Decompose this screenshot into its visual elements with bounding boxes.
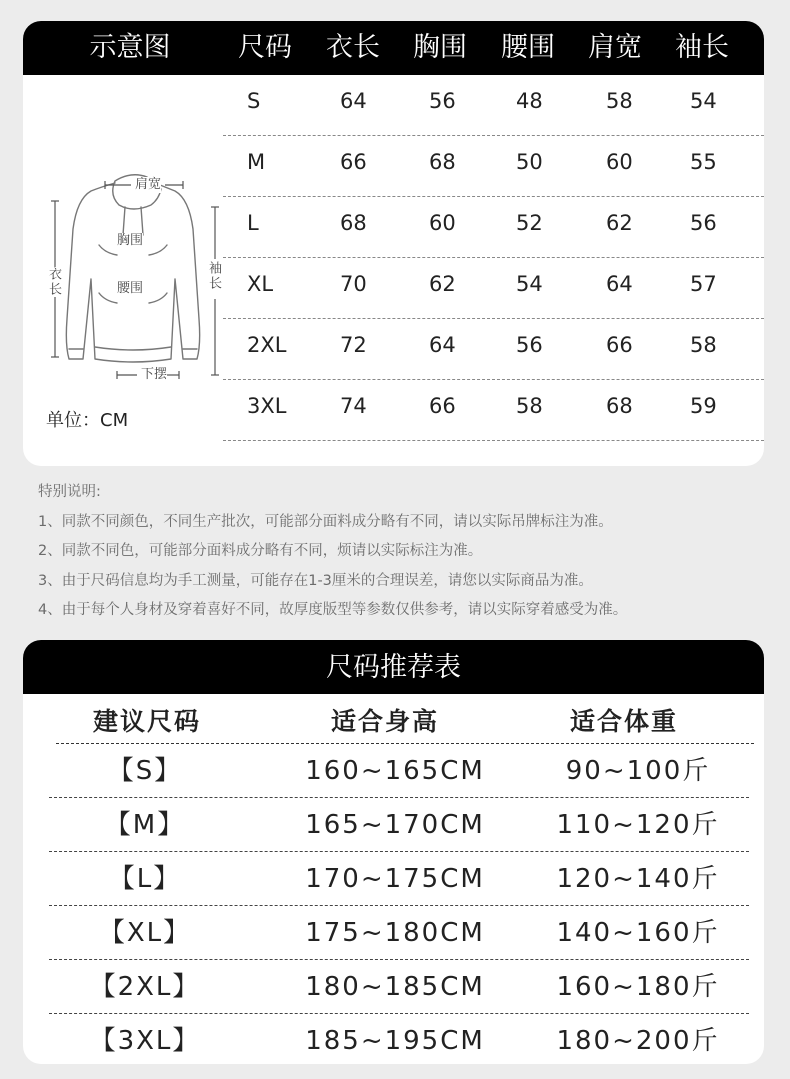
cell-length: 70 bbox=[340, 272, 367, 296]
recommend-row bbox=[23, 744, 764, 798]
cell-weight: 140~160斤 bbox=[556, 918, 720, 948]
cell-size: 【S】 bbox=[107, 756, 183, 786]
cell-chest: 64 bbox=[429, 333, 456, 357]
row-divider bbox=[223, 440, 764, 441]
cell-height: 170~175CM bbox=[305, 864, 485, 894]
cell-length: 64 bbox=[340, 89, 367, 113]
cell-size: 3XL bbox=[247, 394, 287, 418]
note-item: 2、同款不同色，可能部分面料成分略有不同，烦请以实际标注为准。 bbox=[38, 543, 483, 559]
cell-waist: 58 bbox=[516, 394, 543, 418]
note-item: 4、由于每个人身材及穿着喜好不同，故厚度版型等参数仅供参考，请以实际穿着感受为准。 bbox=[38, 602, 628, 618]
label-waist: 腰围 bbox=[117, 281, 144, 296]
cell-weight: 120~140斤 bbox=[556, 864, 720, 894]
header-shoulder: 肩宽 bbox=[588, 32, 642, 63]
size-row bbox=[223, 380, 764, 441]
cell-size: 【XL】 bbox=[98, 918, 192, 948]
recommendation-title: 尺码推荐表 bbox=[23, 640, 764, 694]
notes-title: 特别说明: bbox=[38, 484, 101, 500]
size-chart-card bbox=[23, 21, 764, 466]
recommend-row bbox=[23, 852, 764, 906]
size-row bbox=[223, 75, 764, 136]
cell-length: 68 bbox=[340, 211, 367, 235]
cell-sleeve: 56 bbox=[690, 211, 717, 235]
cell-waist: 50 bbox=[516, 150, 543, 174]
recommend-row bbox=[23, 1014, 764, 1064]
cell-size: XL bbox=[247, 272, 274, 296]
size-recommendation-card bbox=[23, 640, 764, 1064]
hoodie-outline-icon bbox=[43, 169, 223, 389]
cell-chest: 68 bbox=[429, 150, 456, 174]
cell-shoulder: 62 bbox=[606, 211, 633, 235]
header-height: 适合身高 bbox=[330, 707, 440, 736]
cell-size: L bbox=[247, 211, 259, 235]
label-sleeve: 袖长 bbox=[206, 261, 221, 291]
header-length: 衣长 bbox=[326, 32, 380, 63]
hoodie-diagram bbox=[43, 169, 223, 389]
label-chest: 胸围 bbox=[117, 233, 144, 248]
cell-length: 74 bbox=[340, 394, 367, 418]
cell-chest: 62 bbox=[429, 272, 456, 296]
cell-length: 66 bbox=[340, 150, 367, 174]
cell-height: 180~185CM bbox=[305, 972, 485, 1002]
recommend-row bbox=[23, 798, 764, 852]
size-row bbox=[223, 319, 764, 380]
cell-size: 2XL bbox=[247, 333, 287, 357]
cell-waist: 52 bbox=[516, 211, 543, 235]
cell-chest: 66 bbox=[429, 394, 456, 418]
cell-sleeve: 58 bbox=[690, 333, 717, 357]
cell-waist: 56 bbox=[516, 333, 543, 357]
header-diagram: 示意图 bbox=[89, 32, 171, 63]
size-row bbox=[223, 197, 764, 258]
cell-chest: 56 bbox=[429, 89, 456, 113]
cell-shoulder: 68 bbox=[606, 394, 633, 418]
size-row bbox=[223, 136, 764, 197]
size-chart-header bbox=[23, 21, 764, 75]
cell-height: 160~165CM bbox=[305, 756, 485, 786]
cell-weight: 160~180斤 bbox=[556, 972, 720, 1002]
header-waist: 腰围 bbox=[501, 32, 555, 63]
cell-height: 165~170CM bbox=[305, 810, 485, 840]
cell-length: 72 bbox=[340, 333, 367, 357]
unit-label: 单位：CM bbox=[46, 410, 129, 431]
label-shoulder: 肩宽 bbox=[135, 177, 162, 192]
header-sleeve: 袖长 bbox=[675, 32, 729, 63]
label-length: 衣长 bbox=[46, 267, 61, 297]
cell-size: M bbox=[247, 150, 266, 174]
cell-shoulder: 60 bbox=[606, 150, 633, 174]
label-hem: 下摆 bbox=[141, 367, 168, 382]
cell-sleeve: 57 bbox=[690, 272, 717, 296]
cell-size: 【M】 bbox=[104, 810, 186, 840]
note-item: 3、由于尺码信息均为手工测量，可能存在1-3厘米的合理误差，请您以实际商品为准。 bbox=[38, 572, 593, 589]
cell-sleeve: 54 bbox=[690, 89, 717, 113]
header-chest: 胸围 bbox=[413, 32, 467, 63]
cell-size: S bbox=[247, 89, 261, 113]
cell-shoulder: 66 bbox=[606, 333, 633, 357]
recommend-row bbox=[23, 906, 764, 960]
cell-sleeve: 55 bbox=[690, 150, 717, 174]
cell-waist: 48 bbox=[516, 89, 543, 113]
cell-weight: 180~200斤 bbox=[556, 1026, 720, 1056]
cell-sleeve: 59 bbox=[690, 394, 717, 418]
cell-weight: 110~120斤 bbox=[556, 810, 720, 840]
cell-shoulder: 58 bbox=[606, 89, 633, 113]
note-item: 1、同款不同颜色，不同生产批次，可能部分面料成分略有不同，请以实际吊牌标注为准。 bbox=[38, 513, 613, 530]
cell-weight: 90~100斤 bbox=[565, 756, 711, 786]
size-row bbox=[223, 258, 764, 319]
cell-height: 175~180CM bbox=[305, 918, 485, 948]
cell-waist: 54 bbox=[516, 272, 543, 296]
cell-size: 【L】 bbox=[108, 864, 182, 894]
cell-chest: 60 bbox=[429, 211, 456, 235]
special-notes bbox=[38, 478, 778, 626]
recommend-row bbox=[23, 960, 764, 1014]
cell-height: 185~195CM bbox=[305, 1026, 485, 1056]
cell-size: 【3XL】 bbox=[89, 1026, 201, 1056]
cell-size: 【2XL】 bbox=[89, 972, 201, 1002]
header-weight: 适合体重 bbox=[569, 707, 679, 736]
header-suggested-size: 建议尺码 bbox=[92, 707, 202, 736]
header-size: 尺码 bbox=[238, 32, 292, 63]
cell-shoulder: 64 bbox=[606, 272, 633, 296]
